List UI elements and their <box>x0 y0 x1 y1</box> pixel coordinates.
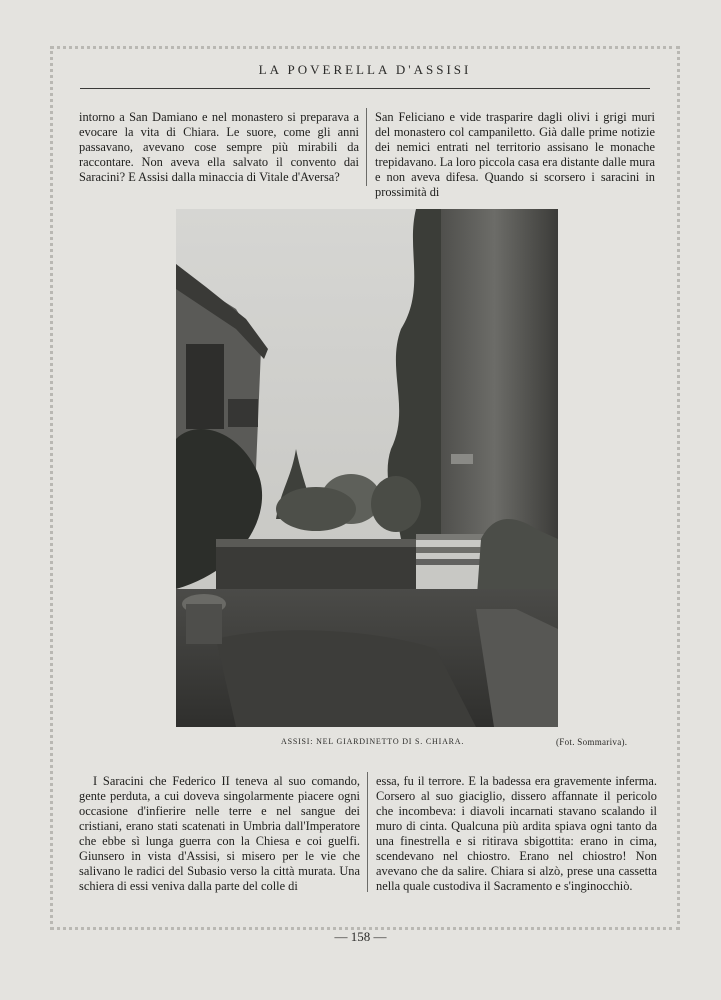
bottom-right-paragraph: essa, fu il terrore. E la badessa era gravemente inferma. Corsero al suo giaciglio, dissero affannate il pericolo che incombeva: i diavoli incarnati stavano scalando il muro di cinta. Qualcuna più ardita spiava ogni tanto da una finestrella e si ritirava sbigottita: erano in cima, scendevano nel chiostro. Erano nel chiostro! Non avevano che da salire. Chiara si alzò, prese una cassetta nella quale custodiva il Sacramento e s'inginocchiò. <box>376 774 657 893</box>
photograph-image <box>176 209 558 727</box>
bottom-left-column <box>79 774 360 894</box>
running-title: LA POVERELLA D'ASSISI <box>258 62 472 77</box>
header-rule <box>80 88 650 89</box>
bottom-left-paragraph: I Saracini che Federico II teneva al suo comando, gente perduta, a cui doveva singolarmente piacere ogni occasione d'infierire nelle terre e nel sangue dei cristiani, erano stati scatenati in Umbria dall'Imperatore che ebbe sì lunga guerra con la Chiesa e coi guelfi. Giunsero in vista d'Assisi, si misero per le vie che salivano le radici del Subasio verso la città murata. Una schiera di essi veniva dalla parte del colle di <box>79 774 360 893</box>
column-divider <box>367 772 368 892</box>
page-number: — 158 — <box>334 929 387 944</box>
top-right-paragraph: San Feliciano e vide trasparire dagli olivi i grigi muri del monastero col campaniletto. Già dalle prime notizie dei nemici entrati nel territorio assisano le monache trepidavano. La loro piccola casa era distante dalle mura e non aveva difesa. Quando si scorsero i saracini in prossimità di <box>375 110 655 199</box>
photo-caption: ASSISI: NEL GIARDINETTO DI S. CHIARA. <box>281 737 465 746</box>
garden-photograph <box>176 209 558 727</box>
bottom-right-column <box>376 774 657 894</box>
column-divider <box>366 108 367 186</box>
photo-credit: (Fot. Sommariva). <box>556 737 628 747</box>
top-left-column <box>79 110 359 185</box>
top-right-column <box>375 110 655 200</box>
top-left-paragraph: intorno a San Damiano e nel monastero si preparava a evocare la vita di Chiara. Le suore, come gli anni passavano, avevano cose sempre più mirabili da raccontare. Non aveva ella salvato il convento dai Saracini? E Assisi dalla minaccia di Vitale d'Aversa? <box>79 110 359 184</box>
